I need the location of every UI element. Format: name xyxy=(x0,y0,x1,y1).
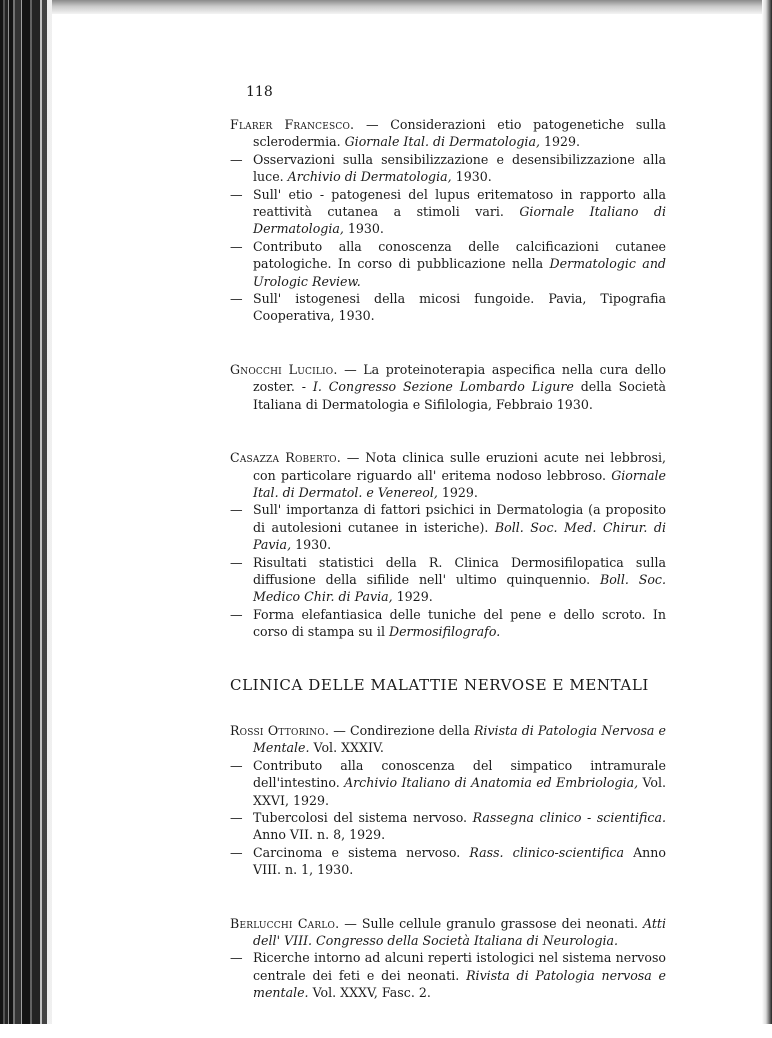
entry-dash: — xyxy=(230,606,243,622)
entry-text: Contributo alla conoscenza del simpatico intramurale dell'intestino. xyxy=(253,757,666,791)
bibliography-entry xyxy=(230,501,666,553)
entry-text: Sull' istogenesi della micosi fungoide. Pavia, Tipografia Cooperativa, 1930. xyxy=(253,291,666,324)
entry-journal-title: Archivio di Dermatologia, xyxy=(287,169,452,185)
entry-journal-title: Giornale Italiano di Dermatologia, xyxy=(253,204,666,237)
entry-details: 1929. xyxy=(392,589,433,605)
entry-dash: — xyxy=(230,844,243,860)
bibliography-entry xyxy=(230,757,666,809)
bibliography-entry xyxy=(230,915,666,950)
entry-details: Vol. XXXV, Fasc. 2. xyxy=(308,985,431,1001)
page-number: 118 xyxy=(246,84,273,100)
entry-journal-title: Dermatologic and Urologic Review. xyxy=(253,256,666,289)
author-block xyxy=(230,361,666,413)
entry-details: Anno VIII. n. 1, 1930. xyxy=(253,844,666,878)
entry-journal-title: Archivio Italiano di Anatomia ed Embriologia, xyxy=(344,775,639,791)
bibliography-entry xyxy=(230,844,666,879)
entry-details: 1929. xyxy=(539,134,581,150)
entry-dash: — xyxy=(230,151,243,167)
bibliography-entry xyxy=(230,449,666,501)
entry-journal-title: Rivista di Patologia Nervosa e Mentale. xyxy=(253,722,666,756)
section-heading: CLINICA DELLE MALATTIE NERVOSE E MENTALI xyxy=(230,675,649,694)
bibliography-entry xyxy=(230,151,666,186)
entry-journal-title: Rivista di Patologia nervosa e mentale. xyxy=(253,967,666,1001)
book-binding-edge xyxy=(0,0,52,1024)
bibliography-entry xyxy=(230,809,666,844)
dermatology-publications xyxy=(230,116,666,641)
entry-text: Carcinoma e sistema nervoso. xyxy=(253,844,470,860)
entry-text: Sull' etio - patogenesi del lupus eritematoso in rapporto alla reattività cutanea a stimoli vari. xyxy=(253,186,666,220)
entry-text: — Sulle cellule granulo grassose dei neonati. xyxy=(339,915,643,931)
entry-author: Casazza Roberto. xyxy=(230,450,341,466)
entry-details: Anno VII. n. 8, 1929. xyxy=(253,827,386,843)
entry-dash: — xyxy=(230,502,243,518)
entry-text: — Considerazioni etio patogenetiche sulla sclerodermia. xyxy=(253,117,666,150)
entry-text: Osservazioni sulla sensibilizzazione e desensibilizzazione alla luce. xyxy=(253,151,666,185)
entry-text: — Condirezione della xyxy=(329,722,474,738)
entry-journal-title: Giornale Ital. di Dermatologia, xyxy=(344,134,540,150)
entry-details: 1930. xyxy=(291,537,332,553)
neurology-publications xyxy=(230,722,666,1002)
entry-text: — Nota clinica sulle eruzioni acute nei lebbrosi, con particolare riguardo all' eritema nodoso lebbroso. xyxy=(253,450,666,483)
entry-author: Berlucchi Carlo. xyxy=(230,915,340,931)
entry-text: Sull' importanza di fattori psichici in Dermatologia (a proposito di autolesioni cutanee in isteriche). xyxy=(253,502,666,535)
entry-journal-title: I. Congresso Sezione Lombardo Ligure xyxy=(312,379,574,395)
entry-author: Rossi Ottorino. xyxy=(230,722,330,738)
entry-journal-title: Dermosifilografo. xyxy=(388,624,501,640)
entry-details: 1929. xyxy=(437,484,478,500)
bibliography-entry xyxy=(230,238,666,290)
entry-author: Gnocchi Lucilio. xyxy=(230,361,338,377)
bibliography-entry xyxy=(230,290,666,325)
author-block xyxy=(230,722,666,879)
entry-author: Flarer Francesco. xyxy=(230,117,355,132)
bibliography-entry xyxy=(230,722,666,757)
entry-details: Vol. XXVI, 1929. xyxy=(253,775,667,808)
entry-journal-title: Rass. clinico-scientifica xyxy=(469,844,624,860)
entry-dash: — xyxy=(230,291,243,307)
entry-details: della Società Italiana di Dermatologia e Sifilologia, Febbraio 1930. xyxy=(253,379,666,412)
entry-text: Contributo alla conoscenza delle calcificazioni cutanee patologiche. In corso di pubblicazione nella xyxy=(253,238,666,272)
entry-details: 1930. xyxy=(451,169,492,185)
entry-journal-title: Giornale Ital. di Dermatol. e Venereol, xyxy=(253,467,666,500)
scan-right-edge xyxy=(762,0,772,1024)
entry-journal-title: Boll. Soc. Med. Chirur. di Pavia, xyxy=(253,519,666,553)
author-block xyxy=(230,449,666,640)
entry-text: Tubercolosi del sistema nervoso. xyxy=(253,810,473,825)
entry-journal-title: Rassegna clinico - scientifica. xyxy=(472,810,666,825)
entry-dash: — xyxy=(230,554,243,570)
entry-text: Forma elefantiasica delle tuniche del pene e dello scroto. In corso di stampa su il xyxy=(253,606,666,640)
bibliography-entry xyxy=(230,949,666,1001)
entry-text: Risultati statistici della R. Clinica Dermosifilopatica sulla diffusione della sifilide nell' ultimo quinquennio. xyxy=(253,554,666,587)
bibliography-entry xyxy=(230,186,666,238)
entry-details: 1930. xyxy=(343,221,384,237)
scan-top-edge xyxy=(52,0,772,14)
bibliography-entry xyxy=(230,606,666,641)
entry-details: Vol. XXXIV. xyxy=(309,740,384,756)
entry-dash: — xyxy=(230,950,243,966)
author-block xyxy=(230,116,666,325)
bibliography-entry xyxy=(230,554,666,606)
entry-dash: — xyxy=(230,810,243,825)
entry-dash: — xyxy=(230,757,243,773)
entry-journal-title: Boll. Soc. Medico Chir. di Pavia, xyxy=(253,571,666,605)
bibliography-content xyxy=(230,116,666,1038)
entry-journal-title: Atti dell' VIII. Congresso della Società Italiana di Neurologia. xyxy=(253,915,666,949)
bibliography-entry xyxy=(230,361,666,413)
entry-dash: — xyxy=(230,238,243,254)
entry-dash: — xyxy=(230,186,243,202)
entry-text: — La proteinoterapia aspecifica nella cura dello zoster. - xyxy=(253,361,666,395)
author-block xyxy=(230,915,666,1002)
bibliography-entry xyxy=(230,116,666,151)
entry-text: Ricerche intorno ad alcuni reperti istologici nel sistema nervoso centrale dei feti e dei neonati. xyxy=(253,950,666,983)
